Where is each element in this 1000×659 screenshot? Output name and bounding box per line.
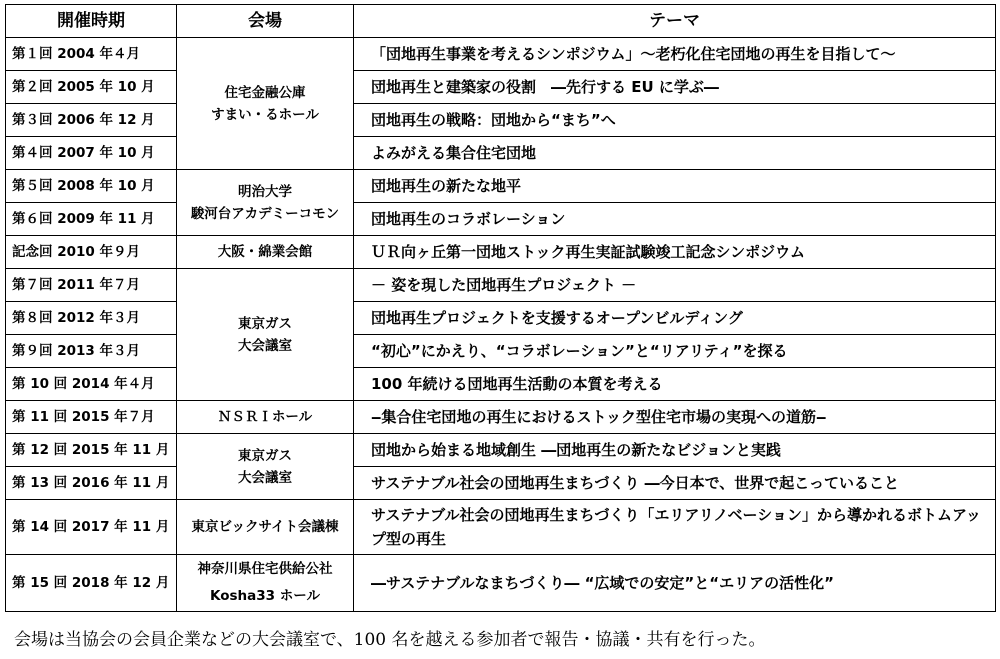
theme-cell: 100 年続ける団地再生活動の本質を考える: [354, 368, 996, 401]
venue-line: 神奈川県住宅供給公社: [197, 561, 333, 577]
venue-cell: [177, 269, 354, 401]
theme-cell: よみがえる集合住宅団地: [354, 137, 996, 170]
theme-cell: 団地再生プロジェクトを支援するオープンビルディング: [354, 302, 996, 335]
theme-cell: “初心”にかえり、“コラボレーション”と“リアリティ”を探る: [354, 335, 996, 368]
table-row: [6, 302, 996, 335]
venue-cell: [177, 236, 354, 269]
table-row: [6, 368, 996, 401]
date-cell: 第３回 2006 年 12 月: [6, 104, 177, 137]
date-cell: 第 13 回 2016 年 11 月: [6, 467, 177, 500]
table-row: [6, 335, 996, 368]
theme-cell: 団地再生と建築家の役割 ―先行する EU に学ぶ―: [354, 71, 996, 104]
table-row: [6, 38, 996, 71]
venue-line: 駿河台アカデミーコモン: [190, 205, 340, 222]
venue-line: 大阪・綿業会館: [217, 244, 313, 260]
theme-cell: 団地再生の戦略：団地から“まち”へ: [354, 104, 996, 137]
venue-line: すまい・るホール: [211, 106, 319, 123]
theme-cell: 「団地再生事業を考えるシンポジウム」～老朽化住宅団地の再生を目指して～: [354, 38, 996, 71]
date-cell: 第 11 回 2015 年７月: [6, 401, 177, 434]
date-cell: 第 15 回 2018 年 12 月: [6, 555, 177, 612]
table-row: [6, 500, 996, 555]
table-row: [6, 555, 996, 612]
table-row: [6, 467, 996, 500]
table-row: [6, 269, 996, 302]
footnote: 会場は当協会の会員企業などの大会議室で、100 名を越える参加者で報告・協議・共有を行った。: [14, 630, 766, 650]
venue-line: 大会議室: [238, 337, 292, 354]
table-row: [6, 203, 996, 236]
table-row: [6, 170, 996, 203]
venue-cell: [177, 38, 354, 170]
venue-line: 東京ガス: [238, 447, 292, 464]
table-row: [6, 434, 996, 467]
venue-cell: [177, 401, 354, 434]
venue-cell: [177, 555, 354, 612]
theme-cell: 団地再生のコラボレーション: [354, 203, 996, 236]
venue-line: 住宅金融公庫: [224, 84, 306, 101]
theme-cell: ―サステナブルなまちづくり― “広域での安定”と“エリアの活性化”: [354, 555, 996, 612]
date-cell: 第 12 回 2015 年 11 月: [6, 434, 177, 467]
date-cell: 第 10 回 2014 年４月: [6, 368, 177, 401]
venue-line: Kosha33 ホール: [210, 588, 320, 604]
venue-line: 東京ビックサイト会議棟: [191, 519, 339, 535]
theme-cell: サステナブル社会の団地再生まちづくり「エリアリノベーション」から導かれるボトムアップ型の再生: [354, 500, 996, 555]
venue-cell: [177, 434, 354, 500]
table-row: [6, 401, 996, 434]
header-venue: 会場: [177, 5, 354, 38]
date-cell: 第８回 2012 年３月: [6, 302, 177, 335]
header-theme: テーマ: [354, 5, 996, 38]
date-cell: 第１回 2004 年４月: [6, 38, 177, 71]
table-row: [6, 71, 996, 104]
date-cell: 第９回 2013 年３月: [6, 335, 177, 368]
theme-cell: サステナブル社会の団地再生まちづくり ―今日本で、世界で起こっていること: [354, 467, 996, 500]
theme-cell: － 姿を現した団地再生プロジェクト －: [354, 269, 996, 302]
table-row: [6, 137, 996, 170]
date-cell: 第７回 2011 年７月: [6, 269, 177, 302]
date-cell: 第５回 2008 年 10 月: [6, 170, 177, 203]
header-date: 開催時期: [6, 5, 177, 38]
date-cell: 記念回 2010 年９月: [6, 236, 177, 269]
venue-line: 東京ガス: [238, 315, 292, 332]
date-cell: 第２回 2005 年 10 月: [6, 71, 177, 104]
venue-line: 明治大学: [238, 183, 292, 200]
theme-cell: ＵＲ向ヶ丘第一団地ストック再生実証試験竣工記念シンポジウム: [354, 236, 996, 269]
date-cell: 第６回 2009 年 11 月: [6, 203, 177, 236]
venue-cell: [177, 170, 354, 236]
theme-cell: 団地から始まる地域創生 ―団地再生の新たなビジョンと実践: [354, 434, 996, 467]
theme-cell: ‒集合住宅団地の再生におけるストック型住宅市場の実現への道筋‒: [354, 401, 996, 434]
table-row: [6, 236, 996, 269]
venue-line: 大会議室: [238, 469, 292, 486]
venue-line: ＮＳＲＩホール: [217, 409, 313, 425]
venue-cell: [177, 500, 354, 555]
date-cell: 第 14 回 2017 年 11 月: [6, 500, 177, 555]
header-row: [6, 5, 996, 38]
date-cell: 第４回 2007 年 10 月: [6, 137, 177, 170]
theme-cell: 団地再生の新たな地平: [354, 170, 996, 203]
table-row: [6, 104, 996, 137]
symposium-table: [5, 4, 996, 612]
